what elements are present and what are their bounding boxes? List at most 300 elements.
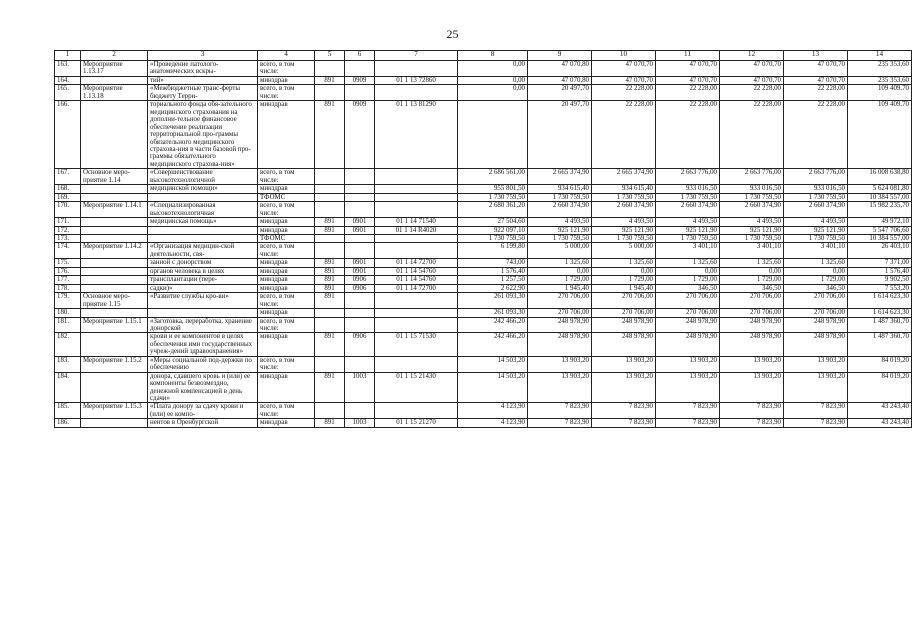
amount-2024: 47 070,70 (784, 76, 848, 84)
grbs-code (315, 234, 345, 242)
grbs-code (315, 185, 345, 193)
amount-2019: 743,00 (458, 259, 528, 267)
table-row (55, 372, 912, 403)
grbs-code: 891 (315, 259, 345, 267)
amount-2021: 1 325,60 (592, 259, 656, 267)
target-item-code (375, 356, 458, 372)
amount-total: 109 409,70 (848, 85, 912, 101)
amount-2020: 2 665 374,90 (528, 169, 592, 185)
amount-2019: 922 097,10 (458, 226, 528, 234)
grbs-code (315, 61, 345, 77)
amount-2024: 7 823,90 (784, 419, 848, 427)
amount-2022: 4 493,50 (656, 218, 720, 226)
measure-name: Мероприятие 1.15.3 (81, 403, 148, 419)
grbs-code: 891 (315, 267, 345, 275)
amount-2019: 27 504,60 (458, 218, 528, 226)
executor: всего, в том числе: (258, 293, 315, 309)
amount-2021: 22 228,00 (592, 85, 656, 101)
amount-total: 26 403,10 (848, 243, 912, 259)
row-number: 163. (55, 61, 81, 77)
amount-2024: 248 978,90 (784, 317, 848, 333)
measure-description: медицинской помощи» (148, 185, 258, 193)
measure-description: «Специализированная высокотехнологичная (148, 202, 258, 218)
executor: минздрав (258, 284, 315, 292)
amount-2019: 0,00 (458, 76, 528, 84)
row-number: 167. (55, 169, 81, 185)
amount-2023: 248 978,90 (720, 333, 784, 356)
amount-2019: 242 466,20 (458, 317, 528, 333)
table-row (55, 202, 912, 218)
table-row (55, 317, 912, 333)
target-item-code (375, 61, 458, 77)
measure-name (81, 218, 148, 226)
measure-name (81, 234, 148, 242)
grbs-code (315, 317, 345, 333)
amount-2022: 2 660 374,90 (656, 202, 720, 218)
amount-total: 84 019,20 (848, 372, 912, 403)
table-row (55, 276, 912, 284)
amount-2023: 933 016,50 (720, 185, 784, 193)
amount-2020: 7 823,90 (528, 419, 592, 427)
grbs-code: 891 (315, 372, 345, 403)
amount-2019 (458, 101, 528, 169)
amount-2020: 47 070,80 (528, 76, 592, 84)
row-number: 164. (55, 76, 81, 84)
amount-2024: 22 228,00 (784, 85, 848, 101)
target-item-code (375, 403, 458, 419)
amount-total: 5 547 706,60 (848, 226, 912, 234)
row-number: 170. (55, 202, 81, 218)
amount-2021: 4 493,50 (592, 218, 656, 226)
amount-2019: 14 503,20 (458, 372, 528, 403)
amount-2020: 934 615,40 (528, 185, 592, 193)
amount-2024: 248 978,90 (784, 333, 848, 356)
table-row (55, 185, 912, 193)
grbs-code (315, 356, 345, 372)
column-header: 4 (258, 51, 315, 61)
amount-total: 235 353,60 (848, 61, 912, 77)
amount-2023: 2 660 374,90 (720, 202, 784, 218)
amount-2021: 2 665 374,90 (592, 169, 656, 185)
executor: всего, в том числе: (258, 61, 315, 77)
executor: минздрав (258, 309, 315, 317)
executor: минздрав (258, 226, 315, 234)
grbs-code: 891 (315, 276, 345, 284)
amount-2021: 0,00 (592, 267, 656, 275)
measure-description: ториального фонда обя-зательного медицинского страхования на дополни-тельное финансовое обеспечение реализации территориальной про-граммы обязательного медицинского страхова-ния в части базовой про-граммы обязательного медицинского страхова-ния» (148, 101, 258, 169)
target-item-code (375, 317, 458, 333)
section-code (345, 309, 375, 317)
row-number: 166. (55, 101, 81, 169)
amount-2020: 7 823,90 (528, 403, 592, 419)
executor: ТФОМС (258, 193, 315, 201)
amount-2022: 22 228,00 (656, 101, 720, 169)
target-item-code: 01 1 15 21430 (375, 372, 458, 403)
amount-2021: 5 000,00 (592, 243, 656, 259)
column-header: 8 (458, 51, 528, 61)
amount-2022: 1 730 759,50 (656, 234, 720, 242)
measure-name (81, 76, 148, 84)
column-header: 9 (528, 51, 592, 61)
amount-2022: 0,00 (656, 267, 720, 275)
grbs-code (315, 202, 345, 218)
amount-2024: 1 730 759,50 (784, 193, 848, 201)
amount-2024: 0,00 (784, 267, 848, 275)
measure-name: Основное меро-приятие 1.15 (81, 293, 148, 309)
target-item-code: 01 1 13 81290 (375, 101, 458, 169)
column-header: 7 (375, 51, 458, 61)
measure-description (148, 226, 258, 234)
section-code: 0906 (345, 276, 375, 284)
amount-2021: 1 945,40 (592, 284, 656, 292)
amount-2021: 925 121,90 (592, 226, 656, 234)
measure-name (81, 267, 148, 275)
amount-2023: 3 401,10 (720, 243, 784, 259)
measure-name (81, 193, 148, 201)
section-code: 0901 (345, 226, 375, 234)
section-code: 0901 (345, 267, 375, 275)
grbs-code: 891 (315, 284, 345, 292)
amount-total: 1 487 360,70 (848, 317, 912, 333)
measure-description: донора, сдавшего кровь и (или) ее компоненты безвозмездно, денежной компенсацией в день сдачи» (148, 372, 258, 403)
amount-2023: 47 070,70 (720, 61, 784, 77)
amount-2019: 261 093,30 (458, 293, 528, 309)
measure-description: тий» (148, 76, 258, 84)
amount-2022: 925 121,90 (656, 226, 720, 234)
amount-2024: 2 663 776,00 (784, 169, 848, 185)
target-item-code: 01 1 14 72700 (375, 284, 458, 292)
section-code (345, 85, 375, 101)
executor: минздрав (258, 419, 315, 427)
grbs-code: 891 (315, 419, 345, 427)
target-item-code (375, 234, 458, 242)
measure-description: «Организация медицин-ской деятельности, свя- (148, 243, 258, 259)
measure-name (81, 309, 148, 317)
section-code (345, 317, 375, 333)
amount-2024: 933 016,50 (784, 185, 848, 193)
executor: минздрав (258, 333, 315, 356)
amount-2021: 2 660 374,90 (592, 202, 656, 218)
row-number: 165. (55, 85, 81, 101)
amount-2023: 13 903,20 (720, 372, 784, 403)
row-number: 176. (55, 267, 81, 275)
measure-name (81, 226, 148, 234)
amount-total: 84 019,20 (848, 356, 912, 372)
amount-2023: 1 730 759,50 (720, 193, 784, 201)
amount-2022: 1 730 759,50 (656, 193, 720, 201)
target-item-code: 01 1 14 71540 (375, 218, 458, 226)
grbs-code (315, 309, 345, 317)
grbs-code (315, 85, 345, 101)
amount-2021: 7 823,90 (592, 419, 656, 427)
amount-2019: 1 576,40 (458, 267, 528, 275)
amount-2019: 4 123,90 (458, 403, 528, 419)
table-row (55, 403, 912, 419)
section-code (345, 193, 375, 201)
section-code: 1003 (345, 419, 375, 427)
amount-2024: 13 903,20 (784, 372, 848, 403)
measure-name: Мероприятие 1.14.1 (81, 202, 148, 218)
amount-2019: 261 093,30 (458, 309, 528, 317)
target-item-code: 01 1 14 72700 (375, 259, 458, 267)
amount-2021: 270 706,00 (592, 309, 656, 317)
amount-2023: 270 706,00 (720, 293, 784, 309)
measure-description (148, 193, 258, 201)
target-item-code (375, 193, 458, 201)
amount-total: 43 243,40 (848, 403, 912, 419)
executor: всего, в том числе: (258, 202, 315, 218)
amount-2022: 13 903,20 (656, 372, 720, 403)
amount-2023: 925 121,90 (720, 226, 784, 234)
executor: минздрав (258, 185, 315, 193)
row-number: 186. (55, 419, 81, 427)
executor: минздрав (258, 259, 315, 267)
measure-description: «Заготовка, переработка, хранение донорской (148, 317, 258, 333)
section-code (345, 61, 375, 77)
grbs-code (315, 243, 345, 259)
executor: минздрав (258, 267, 315, 275)
executor: всего, в том числе: (258, 85, 315, 101)
amount-total: 15 982 235,70 (848, 202, 912, 218)
measure-description: «Меры социальной под-держки по обеспечению (148, 356, 258, 372)
amount-2020: 1 730 759,50 (528, 193, 592, 201)
section-code (345, 185, 375, 193)
measure-name: Основное меро-приятие 1.14 (81, 169, 148, 185)
section-code (345, 356, 375, 372)
amount-2022: 270 706,00 (656, 293, 720, 309)
section-code: 1003 (345, 372, 375, 403)
column-header: 14 (848, 51, 912, 61)
amount-2019: 1 257,50 (458, 276, 528, 284)
table-row (55, 169, 912, 185)
executor: минздрав (258, 101, 315, 169)
amount-2022: 7 823,90 (656, 419, 720, 427)
amount-2023: 47 070,70 (720, 76, 784, 84)
section-code: 0906 (345, 284, 375, 292)
amount-2020: 47 070,80 (528, 61, 592, 77)
amount-2023: 1 325,60 (720, 259, 784, 267)
row-number: 181. (55, 317, 81, 333)
amount-2021: 248 978,90 (592, 317, 656, 333)
row-number: 183. (55, 356, 81, 372)
amount-2019: 6 199,80 (458, 243, 528, 259)
target-item-code (375, 202, 458, 218)
amount-2021: 270 706,00 (592, 293, 656, 309)
column-number-header (55, 51, 912, 61)
amount-total: 7 553,20 (848, 284, 912, 292)
amount-2022: 933 016,50 (656, 185, 720, 193)
amount-2023: 1 730 759,50 (720, 234, 784, 242)
amount-2020: 270 706,00 (528, 309, 592, 317)
measure-name (81, 372, 148, 403)
column-header: 3 (148, 51, 258, 61)
amount-2023: 13 903,20 (720, 356, 784, 372)
amount-2020: 1 729,00 (528, 276, 592, 284)
row-number: 180. (55, 309, 81, 317)
amount-2024: 47 070,70 (784, 61, 848, 77)
amount-2024: 1 730 759,50 (784, 234, 848, 242)
table-row (55, 226, 912, 234)
amount-2021: 1 729,00 (592, 276, 656, 284)
amount-2019: 2 686 561,00 (458, 169, 528, 185)
section-code (345, 403, 375, 419)
amount-2020: 20 497,70 (528, 101, 592, 169)
row-number: 178. (55, 284, 81, 292)
amount-2022: 22 228,00 (656, 85, 720, 101)
row-number: 182. (55, 333, 81, 356)
amount-2021: 7 823,90 (592, 403, 656, 419)
measure-description: «Совершенствование высокотехнологичной (148, 169, 258, 185)
column-header: 5 (315, 51, 345, 61)
table-row (55, 218, 912, 226)
amount-2024: 13 903,20 (784, 356, 848, 372)
executor: всего, в том числе: (258, 243, 315, 259)
amount-2021: 13 903,20 (592, 356, 656, 372)
amount-2019: 242 466,20 (458, 333, 528, 356)
amount-2020: 0,00 (528, 267, 592, 275)
amount-total: 10 384 557,00 (848, 193, 912, 201)
amount-2020: 925 121,90 (528, 226, 592, 234)
measure-name: Мероприятие 1.15.2 (81, 356, 148, 372)
amount-total: 235 353,60 (848, 76, 912, 84)
grbs-code: 891 (315, 333, 345, 356)
target-item-code: 01 1 14 R4020 (375, 226, 458, 234)
amount-2023: 22 228,00 (720, 85, 784, 101)
executor: всего, в том числе: (258, 403, 315, 419)
amount-2020: 4 493,50 (528, 218, 592, 226)
measure-description (148, 234, 258, 242)
amount-2020: 1 325,60 (528, 259, 592, 267)
measure-description: садки)» (148, 284, 258, 292)
section-code (345, 202, 375, 218)
amount-total: 49 972,10 (848, 218, 912, 226)
table-row (55, 76, 912, 84)
measure-name (81, 101, 148, 169)
amount-2023: 7 823,90 (720, 419, 784, 427)
amount-2020: 13 903,20 (528, 356, 592, 372)
row-number: 184. (55, 372, 81, 403)
table-body (55, 61, 912, 428)
amount-total: 1 614 623,30 (848, 293, 912, 309)
amount-2022: 248 978,90 (656, 333, 720, 356)
measure-name (81, 276, 148, 284)
measure-description: «Межбюджетные транс-ферты бюджету Терри- (148, 85, 258, 101)
grbs-code: 891 (315, 101, 345, 169)
amount-2024: 3 401,10 (784, 243, 848, 259)
amount-2023: 1 729,00 (720, 276, 784, 284)
section-code (345, 169, 375, 185)
row-number: 174. (55, 243, 81, 259)
section-code: 0906 (345, 333, 375, 356)
amount-total: 1 614 623,30 (848, 309, 912, 317)
amount-2022: 2 663 776,00 (656, 169, 720, 185)
measure-description: органов человека в целях (148, 267, 258, 275)
amount-total: 109 409,70 (848, 101, 912, 169)
column-header: 1 (55, 51, 81, 61)
target-item-code (375, 185, 458, 193)
amount-2023: 248 978,90 (720, 317, 784, 333)
amount-2019: 0,00 (458, 85, 528, 101)
amount-2020: 5 000,00 (528, 243, 592, 259)
executor: всего, в том числе: (258, 169, 315, 185)
column-header: 12 (720, 51, 784, 61)
row-number: 173. (55, 234, 81, 242)
measure-description: крови и ее компонентов в целях обеспечения ими государственных учреж-дений здравоохранения» (148, 333, 258, 356)
table-row (55, 234, 912, 242)
column-header: 6 (345, 51, 375, 61)
executor: всего, в том числе: (258, 317, 315, 333)
target-item-code: 01 1 14 54760 (375, 276, 458, 284)
amount-2021: 1 730 759,50 (592, 234, 656, 242)
amount-total: 5 624 081,80 (848, 185, 912, 193)
target-item-code (375, 293, 458, 309)
measure-name (81, 419, 148, 427)
amount-2020: 13 903,20 (528, 372, 592, 403)
amount-total: 1 487 360,70 (848, 333, 912, 356)
grbs-code: 891 (315, 226, 345, 234)
executor: минздрав (258, 372, 315, 403)
amount-2024: 22 228,00 (784, 101, 848, 169)
executor: минздрав (258, 76, 315, 84)
table-row (55, 333, 912, 356)
table-row (55, 284, 912, 292)
amount-2024: 925 121,90 (784, 226, 848, 234)
target-item-code (375, 85, 458, 101)
row-number: 185. (55, 403, 81, 419)
amount-2024: 1 729,00 (784, 276, 848, 284)
measure-name: Мероприятие 1.13.17 (81, 61, 148, 77)
amount-2020: 248 978,90 (528, 333, 592, 356)
section-code: 0901 (345, 259, 375, 267)
grbs-code: 891 (315, 218, 345, 226)
amount-2021: 13 903,20 (592, 372, 656, 403)
amount-2019: 1 730 759,50 (458, 193, 528, 201)
amount-2022: 47 070,70 (656, 76, 720, 84)
row-number: 168. (55, 185, 81, 193)
amount-2019: 1 730 759,50 (458, 234, 528, 242)
section-code: 0909 (345, 101, 375, 169)
row-number: 172. (55, 226, 81, 234)
amount-2020: 2 660 374,90 (528, 202, 592, 218)
target-item-code: 01 1 13 72860 (375, 76, 458, 84)
amount-total: 16 008 638,80 (848, 169, 912, 185)
measure-description (148, 309, 258, 317)
table-row (55, 259, 912, 267)
amount-total: 1 576,40 (848, 267, 912, 275)
measure-name (81, 333, 148, 356)
amount-2022: 270 706,00 (656, 309, 720, 317)
amount-2020: 1 730 759,50 (528, 234, 592, 242)
table-row (55, 419, 912, 427)
measure-description: медицинская помощь» (148, 218, 258, 226)
table-row (55, 85, 912, 101)
amount-2023: 22 228,00 (720, 101, 784, 169)
column-header: 13 (784, 51, 848, 61)
amount-2024: 4 493,50 (784, 218, 848, 226)
column-header: 2 (81, 51, 148, 61)
amount-2024: 346,50 (784, 284, 848, 292)
row-number: 179. (55, 293, 81, 309)
executor: всего, в том числе: (258, 356, 315, 372)
measure-name (81, 284, 148, 292)
amount-total: 43 243,40 (848, 419, 912, 427)
row-number: 169. (55, 193, 81, 201)
amount-2024: 270 706,00 (784, 309, 848, 317)
amount-2022: 47 070,70 (656, 61, 720, 77)
amount-2021: 22 228,00 (592, 101, 656, 169)
grbs-code: 891 (315, 293, 345, 309)
amount-2021: 1 730 759,50 (592, 193, 656, 201)
